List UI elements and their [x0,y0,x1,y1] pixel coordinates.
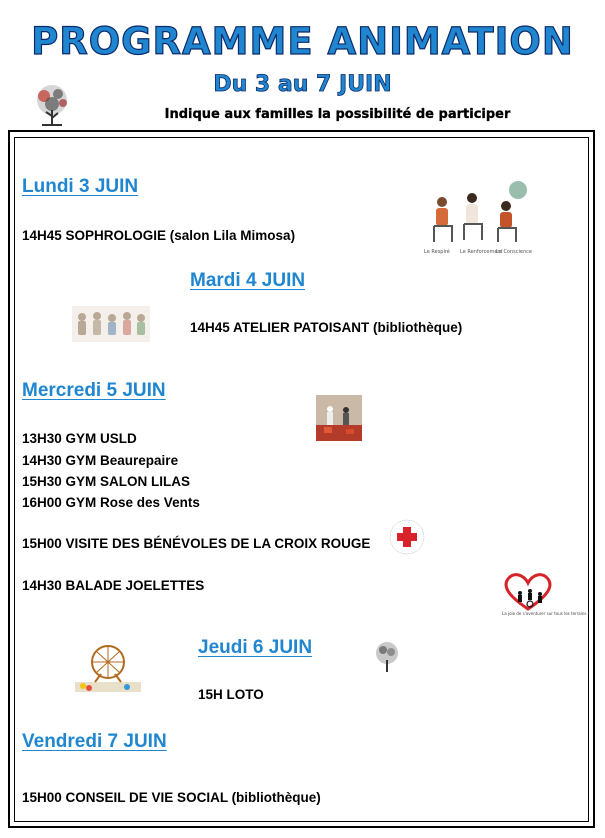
tree-small-icon [372,640,402,676]
sophro-caption-1: Le Respiré [424,249,450,255]
activity-gym-usld: 13H30 GYM USLD [22,431,137,446]
sophro-caption-2: Le Renforcement [460,249,503,255]
activity-loto: 15H LOTO [198,687,264,702]
activity-conseil-vie-social: 15H00 CONSEIL DE VIE SOCIAL (bibliothèque) [22,790,321,805]
day-monday-heading: Lundi 3 JUIN [22,176,139,197]
joelette-logo-icon [500,569,590,627]
family-notice: Indique aux familles la possibilité de participer [164,107,511,122]
activity-gym-rose-des-vents: 16H00 GYM Rose des Vents [22,495,200,510]
header [0,0,605,130]
joelette-caption: La joie de s'aventurer sur tous les terrains ! [502,611,590,616]
activity-gym-salon-lilas: 15H30 GYM SALON LILAS [22,474,191,489]
activity-atelier-patoisant: 14H45 ATELIER PATOISANT (bibliothèque) [190,320,463,335]
activity-balade-joelettes: 14H30 BALADE JOELETTES [22,578,205,593]
activity-gym-beaurepaire: 14H30 GYM Beaurepaire [22,453,179,468]
activity-sophrologie: 14H45 SOPHROLOGIE (salon Lila Mimosa) [22,228,296,243]
bingo-cage-icon [75,638,141,694]
sophrology-illustration-icon [422,178,532,256]
tree-logo-icon [30,82,74,130]
sophro-caption-3: La Conscience [496,249,532,255]
seniors-group-photo-icon [72,306,150,342]
day-tuesday-heading: Mardi 4 JUIN [190,270,306,291]
day-friday-heading: Vendredi 7 JUIN [22,731,167,752]
date-range: Du 3 au 7 JUIN [213,72,392,97]
day-wednesday-heading: Mercredi 5 JUIN [22,380,166,401]
activity-croix-rouge: 15H00 VISITE DES BÉNÉVOLES DE LA CROIX ROUGE [22,536,371,551]
page-title: PROGRAMME ANIMATION [31,20,574,63]
gym-photo-icon [316,395,362,441]
day-thursday-heading: Jeudi 6 JUIN [198,637,313,658]
red-cross-logo-icon [389,519,425,555]
